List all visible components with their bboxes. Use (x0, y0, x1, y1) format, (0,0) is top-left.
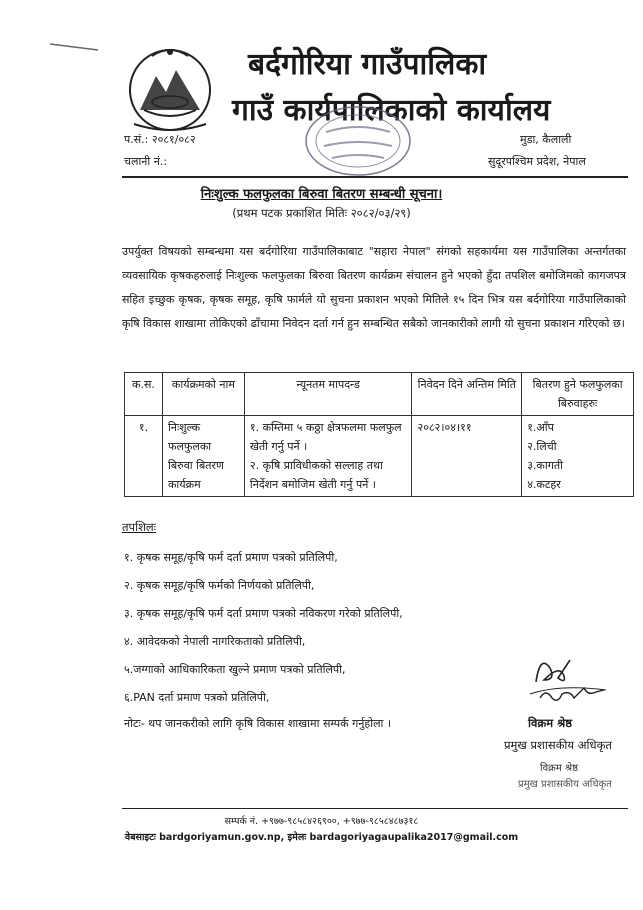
plant-item: २.लिची (527, 440, 557, 453)
annex-item: २. कृषक समूह/कृषि फर्मको निर्णयको प्रतिलिपी, (124, 579, 315, 592)
col-header-plants: बितरण हुने फलफुलका बिरुवाहरुः (522, 373, 634, 416)
office-province: सुदूरपश्चिम प्रदेश, नेपाल (488, 155, 586, 168)
header-divider (122, 176, 628, 178)
col-header-program: कार्यक्रमको नाम (162, 373, 244, 416)
reference-number: प.सं.: २०८१/०८२ (124, 133, 196, 146)
stamp-title: प्रमुख प्रशासकीय अधिकृत (518, 779, 612, 790)
criteria-item: २. कृषि प्राविधीकको सल्लाह तथा निर्देशन बमोजिम खेती गर्नु पर्ने । (249, 459, 383, 491)
annex-heading: तपशिलः (122, 520, 157, 534)
handwritten-signature (500, 650, 610, 710)
published-date: (प्रथम पटक प्रकाशित मितिः २०८२/०३/२९) (232, 206, 411, 220)
scan-mark (50, 42, 100, 52)
stamp-name: विक्रम श्रेष्ठ (540, 763, 578, 774)
cell-sn: १. (125, 416, 163, 497)
office-location: मुडा, कैलाली (520, 133, 572, 146)
office-title: गाउँ कार्यपालिकाको कार्यालय (232, 93, 551, 128)
footer-divider (122, 808, 628, 809)
cell-deadline: २०८२।०४।११ (412, 416, 522, 497)
office-seal-icon (302, 102, 414, 180)
cell-criteria (244, 416, 412, 497)
annex-item: ४. आवेदकको नेपाली नागरिकताको प्रतिलिपी, (124, 635, 306, 648)
notice-subject (0, 184, 643, 202)
cell-plants (522, 416, 634, 497)
notice-subject-text: निःशुल्क फलफुलका बिरुवा बितरण सम्बन्धी सूचना। (200, 187, 443, 202)
col-header-deadline: निवेदन दिने अन्तिम मिति (412, 373, 522, 416)
annex-item: ३. कृषक समूह/कृषि फर्म दर्ता प्रमाण पत्रको नविकरण गरेको प्रतिलिपी, (124, 607, 403, 620)
col-header-criteria: न्यूनतम मापदन्ड (244, 373, 412, 416)
signatory-title: प्रमुख प्रशासकीय अधिकृत (504, 738, 612, 752)
municipality-title: बर्दगोरिया गाउँपालिका (248, 47, 487, 82)
nepal-government-emblem-icon (122, 40, 218, 136)
notice-body: उपर्युक्त विषयको सम्बन्धमा यस बर्दगोरिया गाउँपालिकाबाट "सहारा नेपाल" संगको सहकार्यमा यस गाउँपालिका अन्तर्गतका व्यवसायिक कृषकहरुलाई निःशुल्क फलफुलका बिरुवा बितरण कार्यक्रम संचालन हुने भएको हुँदा तपशिल बमोजिमको कागजपत्र सहित इच्छुक कृषक, कृषक समूह, कृषि फार्मले यो सुचना प्रकाशन भएको मितिले १५ दिन भित्र यस बर्दगोरिया गाउँपालिकाको कृषि विकास शाखामा तोकिएको ढाँचामा निवेदन दर्ता गर्न हुन सम्बन्धित सबैको जानकारीको लागी यो सुचना प्रकाशन गरिएको छ। (122, 245, 626, 330)
footer-website: वेबसाइटः bardgoriyamun.gov.np, इमेलः bardagoriyagaupalika2017@gmail.com (124, 832, 519, 843)
col-header-sn: क.स. (125, 373, 163, 416)
plant-item: ४.कटहर (527, 478, 561, 491)
plant-item: ३.कागती (527, 459, 564, 472)
signatory-name: विक्रम श्रेष्ठ (528, 716, 573, 730)
table-header-row (125, 373, 634, 416)
footer-contact: सम्पर्क नं. +९७७-९८५८४२६९००, +९७७-९८५८४८७३१८ (224, 816, 419, 827)
criteria-item: १. कम्तिमा ५ कठ्ठा क्षेत्रफलमा फलफुल खेती गर्नु पर्ने । (249, 421, 402, 453)
dispatch-number: चलानी नं.: (124, 155, 168, 168)
annex-item: १. कृषक समूह/कृषि फर्म दर्ता प्रमाण पत्रको प्रतिलिपी, (124, 551, 338, 564)
annex-item: ६.PAN दर्ता प्रमाण पत्रको प्रतिलिपी, (124, 691, 270, 704)
annex-note: नोटः- थप जानकरीको लागि कृषि विकास शाखामा सम्पर्क गर्नुहोला । (124, 717, 392, 730)
program-table (124, 372, 634, 497)
plant-item: १.आँप (527, 421, 554, 434)
cell-program: निःशुल्क फलफुलका बिरुवा बितरण कार्यक्रम (162, 416, 244, 497)
table-row (125, 416, 634, 497)
annex-item: ५.जग्गाको आधिकारिकता खुल्ने प्रमाण पत्रको प्रतिलिपी, (124, 663, 346, 676)
